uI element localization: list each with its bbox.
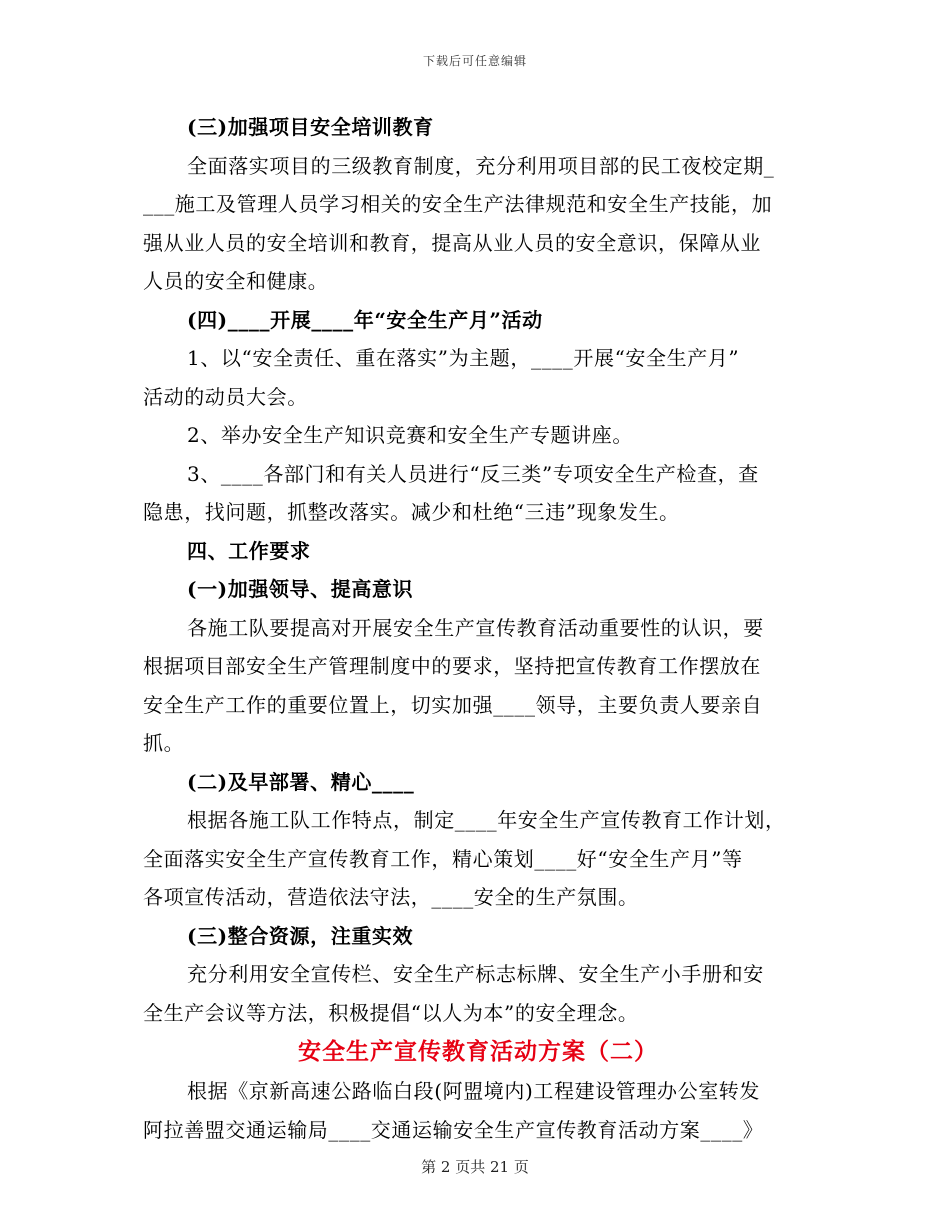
paragraph-line: 全生产会议等方法，积极提倡“以人为本”的安全理念。: [143, 1000, 639, 1025]
paragraph-line: 3、____各部门和有关人员进行“反三类”专项安全生产检查，查: [187, 461, 759, 486]
paragraph-line: 安全生产工作的重要位置上，切实加强____领导，主要负责人要亲自: [143, 692, 763, 717]
paragraph-line: 抓。: [143, 731, 185, 755]
paragraph-line: ___施工及管理人员学习相关的安全生产法律规范和安全生产技能，加: [143, 192, 773, 216]
paragraph-line: 各施工队要提高对开展安全生产宣传教育活动重要性的认识，要: [187, 615, 764, 640]
heading-safety-month: (四)____开展____年“安全生产月”活动: [187, 307, 543, 332]
paragraph-line: 各项宣传活动，营造依法守法，____安全的生产氛围。: [143, 885, 639, 909]
paragraph-line: 根据各施工队工作特点，制定____年安全生产宣传教育工作计划，: [187, 808, 786, 832]
page-footer: 第 2 页共 21 页: [421, 1158, 529, 1176]
heading-work-requirements: 四、工作要求: [187, 538, 311, 563]
paragraph-line: 2、举办安全生产知识竞赛和安全生产专题讲座。: [187, 423, 633, 447]
paragraph-line: 全面落实项目的三级教育制度，充分利用项目部的民工夜校定期_: [187, 153, 775, 178]
section-title: 安全生产宣传教育活动方案（二）: [298, 1038, 658, 1065]
heading-leadership: (一)加强领导、提高意识: [187, 577, 414, 601]
paragraph-line: 活动的动员大会。: [143, 384, 308, 409]
heading-integrate-resources: (三)整合资源，注重实效: [187, 923, 414, 948]
heading-early-deployment: (二)及早部署、精心____: [187, 769, 415, 794]
document-body: [143, 108, 813, 1149]
paragraph-line: 阿拉善盟交通运输局____交通运输安全生产宣传教育活动方案____》: [143, 1117, 764, 1142]
paragraph-line: 根据《京新高速公路临白段(阿盟境内)工程建设管理办公室转发: [187, 1079, 761, 1103]
paragraph-line: 根据项目部安全生产管理制度中的要求，坚持把宣传教育工作摆放在: [143, 654, 761, 678]
paragraph-line: 隐患，找问题，抓整改落实。减少和杜绝“三违”现象发生。: [143, 500, 680, 524]
paragraph-line: 全面落实安全生产宣传教育工作，精心策划____好“安全生产月”等: [143, 846, 743, 871]
paragraph-line: 强从业人员的安全培训和教育，提高从业人员的安全意识，保障从业: [143, 230, 761, 255]
paragraph-line: 人员的安全和健康。: [143, 269, 329, 293]
heading-training: (三)加强项目安全培训教育: [187, 115, 434, 139]
page-header: 下载后可任意编辑: [422, 54, 527, 68]
paragraph-line: 1、以“安全责任、重在落实”为主题，____开展“安全生产月”: [187, 346, 740, 370]
paragraph-line: 充分利用安全宣传栏、安全生产标志标牌、安全生产小手册和安: [187, 962, 764, 986]
